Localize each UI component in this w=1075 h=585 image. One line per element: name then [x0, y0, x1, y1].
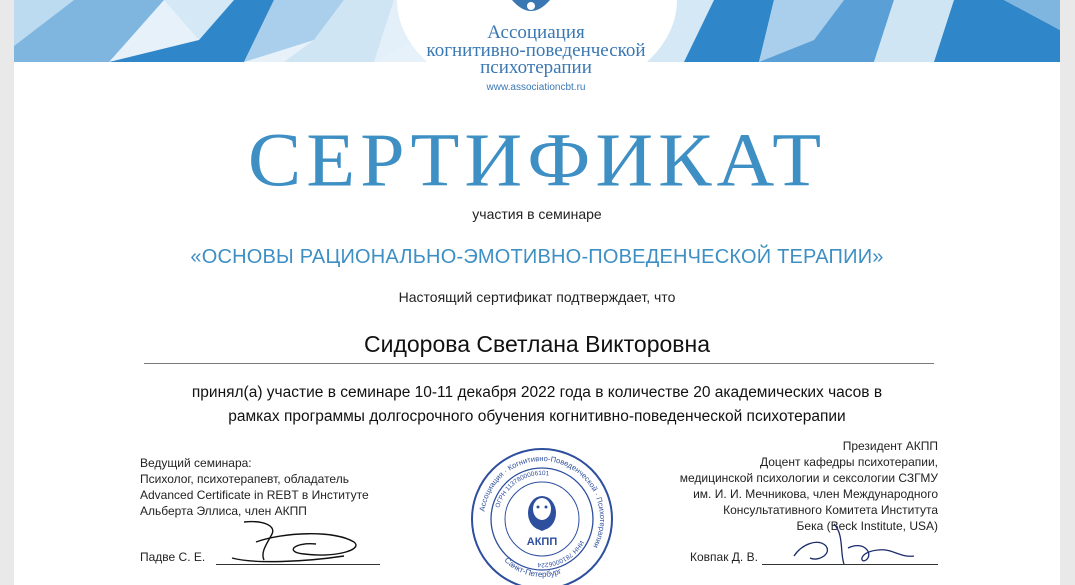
seal-city-text: Санкт-Петербург — [502, 555, 563, 580]
president-signature — [774, 514, 924, 574]
confirmation-text: Настоящий сертификат подтверждает, что — [398, 289, 676, 305]
logo-emblem-icon — [506, 0, 556, 22]
seal-abbreviation: АКПП — [526, 536, 558, 548]
logo-line-1: Ассоциация — [487, 22, 585, 43]
seal-portrait-icon — [528, 496, 556, 531]
leader-line-3: Advanced Certificate in REBT в Институте — [140, 488, 369, 502]
president-line-5: Консультативного Комитета Института — [723, 503, 938, 517]
organization-seal — [468, 445, 616, 585]
certificate-sheet — [14, 0, 1060, 585]
leader-line-2: Психолог, психотерапевт, обладатель — [140, 472, 349, 486]
president-line-1: Президент АКПП — [842, 439, 938, 453]
leader-line-4: Альберта Эллиса, член АКПП — [140, 504, 307, 518]
seal-ring-text: Ассоциация · Когнитивно-Поведенческой · Психотерапии — [477, 453, 608, 550]
participation-line-2: рамках программы долгосрочного обучения когнитивно-поведенческой психотерапии — [228, 408, 846, 425]
logo-line-2: когнитивно-поведенческой — [426, 40, 646, 61]
recipient-name: Сидорова Светлана Викторовна — [364, 331, 710, 357]
participation-line-1: принял(а) участие в семинаре 10-11 декабря 2022 года в количестве 20 академических часов в — [191, 384, 883, 401]
logo-line-3: психотерапии — [480, 57, 592, 78]
president-line-6: Бека (Beck Institute, USA) — [796, 519, 938, 533]
participation-text — [134, 381, 940, 429]
certificate-subtitle: участия в семинаре — [472, 206, 602, 222]
seal-ogrn-text: ОГРН 1137800006101 — [494, 469, 550, 509]
organization-logo — [14, 0, 1060, 100]
seal-inn-text: ИНН 7810006224 — [537, 539, 585, 569]
seminar-name: «ОСНОВЫ РАЦИОНАЛЬНО-ЭМОТИВНО-ПОВЕДЕНЧЕСКОЙ ТЕРАПИИ» — [190, 246, 884, 268]
leader-signature-label: Падве С. Е. — [140, 550, 206, 564]
leader-signature — [224, 512, 374, 572]
organization-url: www.associationcbt.ru — [486, 82, 586, 93]
certificate-title: СЕРТИФИКАТ — [247, 119, 827, 203]
president-signature-label: Ковпак Д. В. — [690, 550, 758, 564]
president-line-3: медицинской психологии и сексологии СЗГМУ — [679, 471, 938, 485]
president-line-2: Доцент кафедры психотерапии, — [759, 455, 938, 469]
name-underline — [144, 363, 934, 364]
seminar-leader-info — [140, 455, 369, 519]
president-line-4: им. И. И. Мечникова, член Международного — [693, 487, 938, 501]
leader-line-1: Ведущий семинара: — [140, 456, 252, 470]
